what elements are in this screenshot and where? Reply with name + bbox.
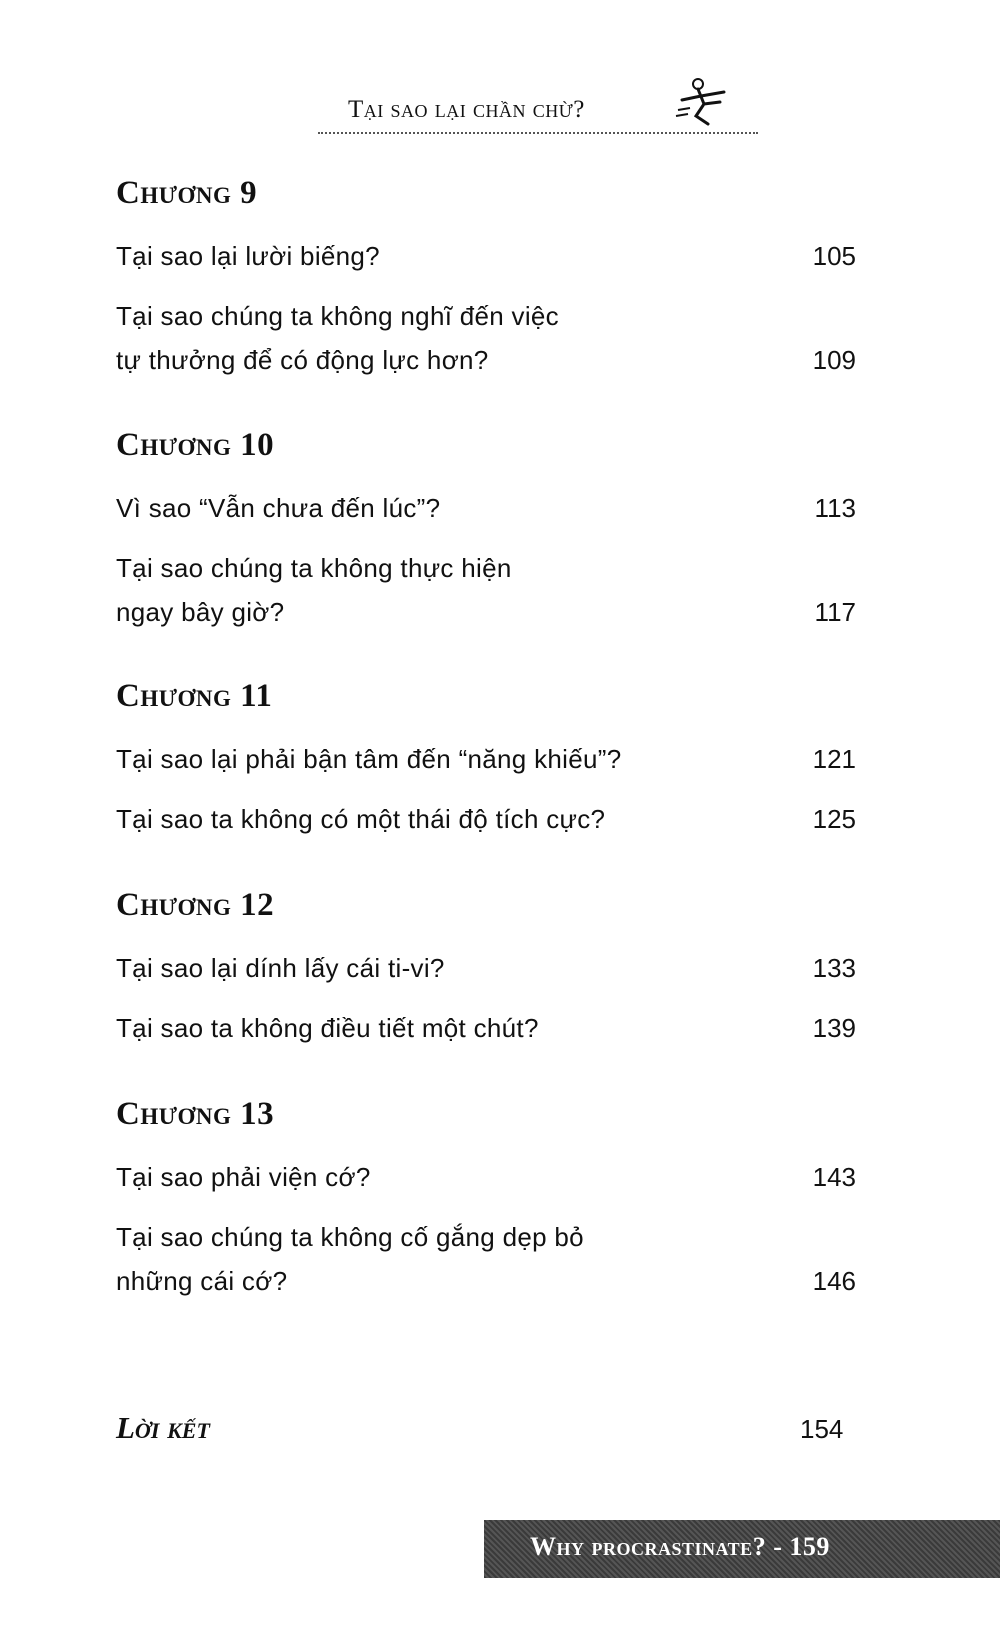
toc-entry [116, 294, 856, 382]
entry-title: Tại sao ta không điều tiết một chút? [116, 1013, 539, 1043]
running-header-title: Tại sao lại chần chừ? [348, 96, 585, 123]
running-footer [484, 1520, 1000, 1578]
toc-entry [116, 486, 856, 530]
toc-entry [116, 234, 856, 278]
entry-title: Tại sao lại lười biếng? [116, 241, 380, 271]
chapter-heading: Chương 11 [116, 678, 273, 714]
toc-entry [116, 797, 856, 841]
page-number: 133 [812, 953, 856, 983]
page-number: 117 [814, 597, 856, 627]
toc-entry [116, 546, 856, 634]
entry-title: Tại sao lại phải bận tâm đến “năng khiếu”? [116, 744, 622, 774]
chapter-heading: Chương 10 [116, 427, 275, 463]
toc-entry [116, 946, 856, 990]
footer-text: Why procrastinate? - 159 [530, 1532, 830, 1561]
entry-title: Tại sao phải viện cớ? [116, 1162, 371, 1192]
toc-entry [116, 737, 856, 781]
entry-title: tự thưởng để có động lực hơn? [116, 345, 489, 375]
entry-title: Vì sao “Vẫn chưa đến lúc”? [116, 493, 441, 523]
page-number: 146 [812, 1266, 856, 1296]
epilogue-heading: Lời kết [116, 1410, 210, 1445]
page-number: 121 [812, 744, 856, 774]
page-number: 109 [812, 345, 856, 375]
entry-title: ngay bây giờ? [116, 597, 285, 627]
toc-entry [116, 1215, 856, 1303]
entry-title: Tại sao chúng ta không thực hiện [116, 553, 512, 583]
entry-title: những cái cớ? [116, 1266, 288, 1296]
entry-title: Tại sao chúng ta không nghĩ đến việc [116, 301, 559, 331]
page-number: 113 [814, 493, 856, 523]
header-rule [318, 132, 758, 134]
toc-entry [116, 1155, 856, 1199]
page-number: 125 [812, 804, 856, 834]
page-number: 154 [800, 1414, 844, 1444]
entry-title: Tại sao ta không có một thái độ tích cực? [116, 804, 606, 834]
page-number: 143 [812, 1162, 856, 1192]
running-figure-icon [668, 74, 738, 134]
chapter-heading: Chương 13 [116, 1096, 275, 1132]
chapter-heading: Chương 12 [116, 887, 275, 923]
entry-title: Tại sao lại dính lấy cái ti-vi? [116, 953, 445, 983]
page-number: 139 [812, 1013, 856, 1043]
page-number: 105 [812, 241, 856, 271]
running-header [318, 82, 758, 140]
toc-entry [116, 1006, 856, 1050]
entry-title: Tại sao chúng ta không cố gắng dẹp bỏ [116, 1222, 584, 1252]
chapter-heading: Chương 9 [116, 175, 258, 211]
